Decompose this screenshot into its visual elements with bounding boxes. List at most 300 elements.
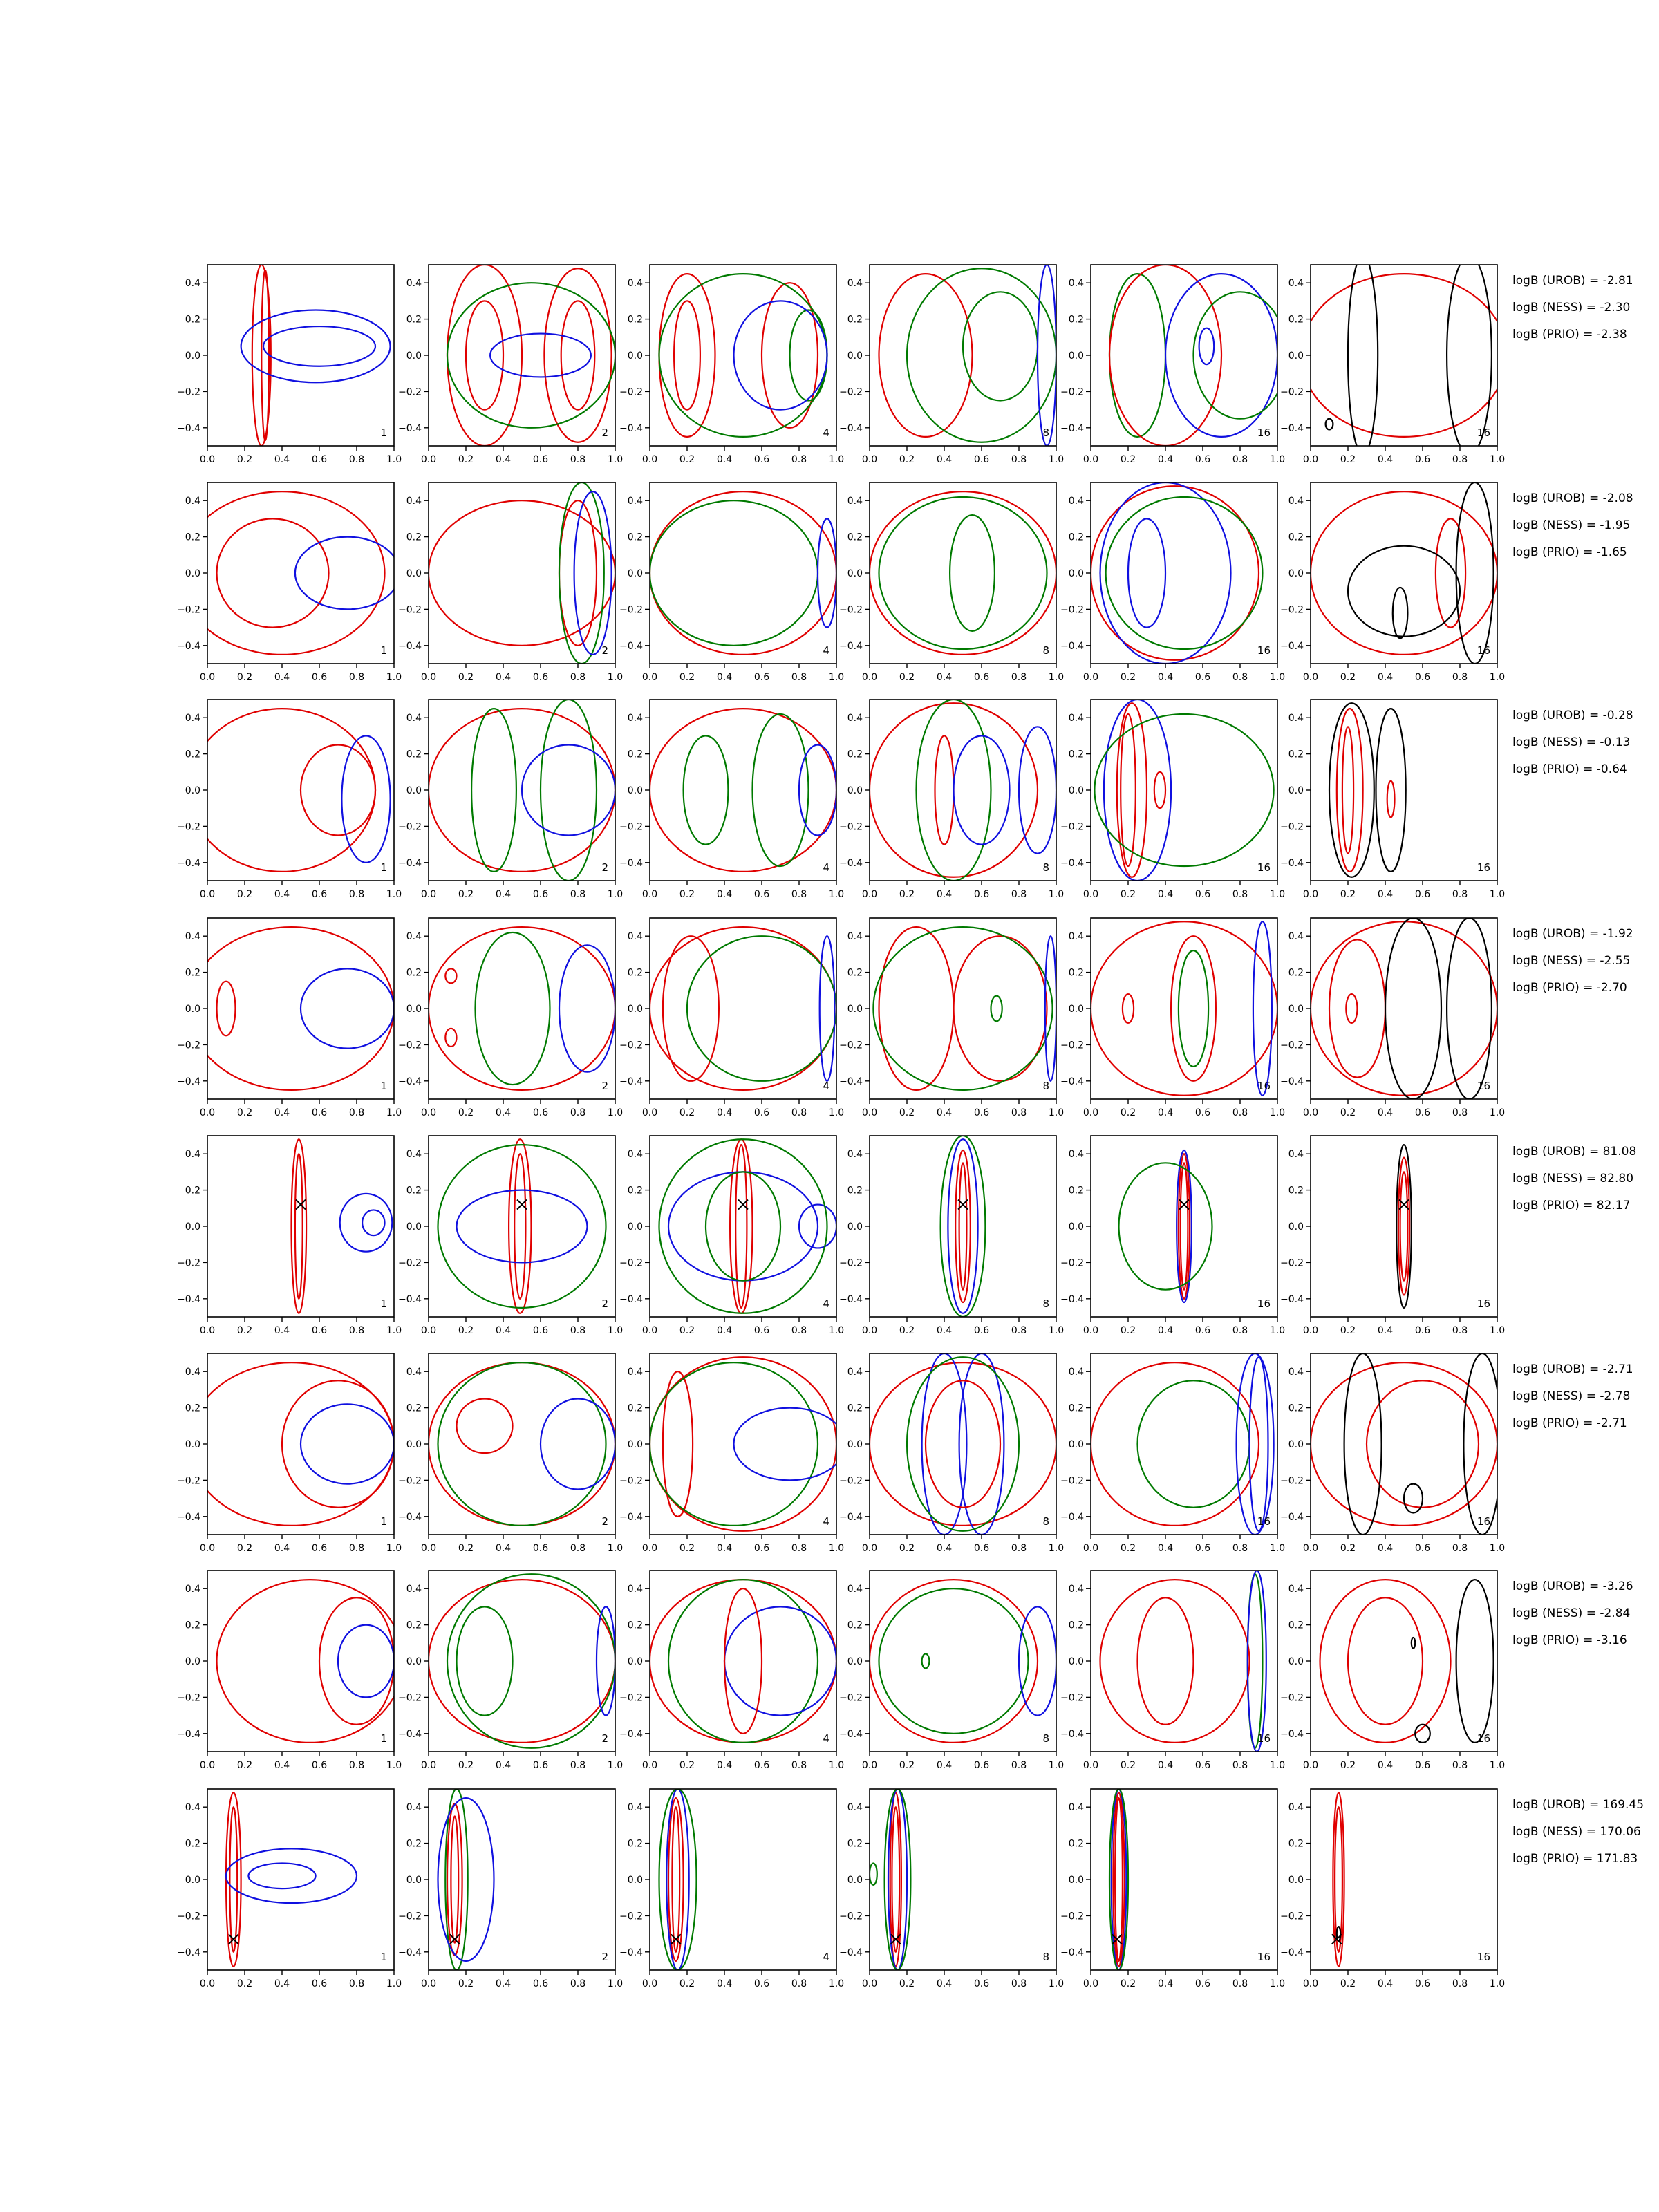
panel-r4-c1 (177, 918, 402, 1118)
y-tick-label: −0.2 (398, 1692, 422, 1704)
y-tick-label: −0.2 (619, 1040, 643, 1051)
x-tick-label: 0.4 (495, 1543, 512, 1554)
contour-group (870, 1580, 1056, 1743)
red-contour (180, 491, 385, 655)
y-tick-label: −0.2 (619, 1475, 643, 1487)
panel-count-label: 4 (823, 427, 830, 439)
axes-frame (1311, 918, 1497, 1099)
x-tick-label: 0.4 (495, 1978, 512, 1989)
red-contour (429, 1362, 615, 1526)
x-tick-label: 0.6 (1414, 889, 1431, 900)
blue-contour (724, 1606, 836, 1715)
y-tick-label: −0.4 (839, 640, 863, 652)
green-contour (659, 274, 827, 437)
y-tick-label: −0.4 (619, 1511, 643, 1523)
axes-frame (650, 1571, 836, 1752)
x-tick-label: 0.2 (236, 672, 253, 683)
contour-group (873, 927, 1056, 1090)
x-tick-label: 0.8 (1232, 1978, 1248, 1989)
y-tick-label: 0.4 (1288, 713, 1304, 724)
y-tick-label: 0.4 (847, 713, 863, 724)
green-contour (668, 1580, 818, 1743)
axes-frame (650, 482, 836, 664)
y-tick-label: −0.4 (398, 1293, 422, 1305)
contour-group (189, 709, 391, 872)
axes-frame (429, 1789, 615, 1970)
panel-r1-c3 (619, 265, 844, 465)
y-tick-label: −0.4 (839, 1293, 863, 1305)
y-tick-label: 0.0 (847, 1004, 863, 1015)
x-tick-label: 1.0 (607, 1107, 624, 1118)
x-tick-label: 0.2 (236, 889, 253, 900)
y-tick-label: 0.0 (406, 350, 422, 362)
y-tick-label: 0.4 (627, 1802, 643, 1814)
panel-count-label: 8 (1042, 1951, 1049, 1963)
panel-r5-c6 (1280, 1136, 1505, 1336)
x-tick-label: 0.6 (1194, 1325, 1211, 1336)
y-tick-label: −0.4 (1280, 1947, 1304, 1958)
x-tick-label: 0.8 (348, 454, 365, 465)
panel-count-label: 1 (380, 1080, 387, 1092)
panel-count-label: 4 (823, 1297, 830, 1310)
x-tick-label: 0.6 (532, 1107, 549, 1118)
black-contour (1404, 1484, 1423, 1513)
panel-r7-c3 (619, 1571, 844, 1771)
panel-count-label: 16 (1257, 1515, 1271, 1528)
y-tick-label: 0.2 (847, 1620, 863, 1631)
y-tick-label: 0.0 (627, 568, 643, 579)
x-tick-label: 0.6 (1414, 454, 1431, 465)
y-tick-label: −0.2 (1280, 1911, 1304, 1922)
y-tick-label: 0.4 (847, 1802, 863, 1814)
y-tick-label: 0.4 (406, 278, 422, 290)
red-contour (1138, 1597, 1194, 1724)
panel-r1-c2 (398, 265, 623, 465)
y-tick-label: −0.2 (1060, 821, 1084, 833)
axes-frame (1091, 700, 1277, 881)
x-tick-label: 0.6 (311, 1760, 328, 1771)
blue-contour (597, 1606, 615, 1715)
y-tick-label: 0.2 (1288, 1403, 1304, 1414)
logB-annotation: logB (PRIO) = -3.16 (1512, 1633, 1627, 1647)
y-tick-label: 0.4 (627, 713, 643, 724)
y-tick-label: −0.4 (1280, 1076, 1304, 1087)
x-tick-label: 0.8 (791, 1978, 807, 1989)
x-tick-label: 0.8 (570, 1543, 586, 1554)
axes-frame (1091, 1789, 1277, 1970)
contour-group (1329, 703, 1406, 877)
y-tick-label: −0.4 (1060, 422, 1084, 434)
y-tick-label: 0.0 (185, 1004, 200, 1015)
y-tick-label: 0.2 (847, 1185, 863, 1197)
y-tick-label: 0.4 (1288, 1802, 1304, 1814)
contour-group (650, 1357, 846, 1531)
panel-r3-c3 (619, 700, 844, 900)
x-tick-label: 0.2 (1340, 1325, 1356, 1336)
x-tick-label: 0.2 (458, 1107, 474, 1118)
black-contour (1376, 709, 1406, 872)
y-tick-label: 0.2 (1068, 1838, 1084, 1850)
panel-count-label: 8 (1042, 1297, 1049, 1310)
red-contour (879, 927, 954, 1090)
axes-frame (1311, 700, 1497, 881)
y-tick-label: 0.4 (185, 931, 200, 943)
x-tick-label: 0.2 (1120, 672, 1136, 683)
panel-r8-c3 (619, 1789, 844, 1989)
x-tick-label: 0.0 (1082, 1107, 1099, 1118)
panel-r7-c4 (839, 1571, 1064, 1771)
red-contour (217, 1580, 404, 1743)
red-contour (1100, 1580, 1250, 1743)
y-tick-label: 0.2 (847, 532, 863, 543)
x-tick-label: 0.4 (936, 1107, 953, 1118)
red-contour (1091, 921, 1277, 1096)
panel-count-label: 16 (1477, 1080, 1490, 1092)
y-tick-label: 0.2 (185, 749, 200, 760)
y-tick-label: 0.4 (1288, 1367, 1304, 1378)
x-tick-label: 0.4 (716, 1978, 733, 1989)
y-tick-label: 0.4 (627, 278, 643, 290)
x-tick-label: 0.0 (1082, 672, 1099, 683)
x-tick-label: 0.8 (791, 1543, 807, 1554)
y-tick-label: −0.2 (839, 604, 863, 616)
green-contour (1109, 274, 1165, 437)
axes-frame (207, 482, 394, 664)
x-tick-label: 0.6 (1414, 1760, 1431, 1771)
logB-annotation: logB (NESS) = -2.84 (1512, 1606, 1631, 1620)
y-tick-label: 0.0 (1288, 785, 1304, 796)
red-contour (650, 491, 836, 655)
y-tick-label: 0.4 (406, 1584, 422, 1595)
y-tick-label: −0.4 (177, 640, 200, 652)
contour-group (1091, 1353, 1274, 1535)
logB-annotation: logB (UROB) = 169.45 (1512, 1798, 1644, 1812)
y-tick-label: 0.4 (1288, 1149, 1304, 1161)
x-tick-label: 0.6 (973, 672, 990, 683)
y-tick-label: −0.4 (1280, 857, 1304, 869)
x-tick-label: 0.8 (1232, 889, 1248, 900)
contour-group (1311, 482, 1497, 664)
x-tick-label: 0.0 (1302, 1325, 1319, 1336)
y-tick-label: 0.4 (185, 278, 200, 290)
y-tick-label: −0.2 (839, 1692, 863, 1704)
logB-annotation: logB (PRIO) = 82.17 (1512, 1199, 1631, 1212)
contour-group (659, 1789, 697, 1970)
y-tick-label: 0.0 (1288, 568, 1304, 579)
x-tick-label: 0.4 (716, 1325, 733, 1336)
contour-group (650, 1580, 836, 1743)
axes-frame (207, 265, 394, 446)
red-contour (445, 1029, 456, 1047)
panel-count-label: 16 (1257, 1732, 1271, 1745)
x-tick-label: 0.2 (1120, 1325, 1136, 1336)
blue-contour (820, 936, 835, 1081)
y-tick-label: 0.0 (1068, 1656, 1084, 1667)
y-tick-label: 0.2 (185, 1838, 200, 1850)
y-tick-label: 0.2 (1068, 1185, 1084, 1197)
panel-r6-c5 (1060, 1353, 1285, 1554)
x-tick-label: 0.4 (936, 454, 953, 465)
panel-count-label: 16 (1477, 861, 1490, 874)
panel-count-label: 16 (1477, 427, 1490, 439)
red-contour (724, 1588, 762, 1734)
x-tick-label: 0.2 (1120, 889, 1136, 900)
x-tick-label: 0.6 (973, 1543, 990, 1554)
y-tick-label: 0.4 (185, 1367, 200, 1378)
y-tick-label: −0.2 (619, 1257, 643, 1269)
logB-annotation: logB (PRIO) = -0.64 (1512, 762, 1627, 776)
red-contour (319, 1597, 394, 1724)
contour-group (1396, 1145, 1412, 1308)
logB-annotation: logB (UROB) = 81.08 (1512, 1145, 1637, 1159)
contour-group (941, 1136, 986, 1317)
panel-r8-c1 (177, 1789, 402, 1989)
x-tick-label: 0.8 (348, 1325, 365, 1336)
x-tick-label: 0.6 (973, 889, 990, 900)
y-tick-label: 0.4 (627, 931, 643, 943)
panel-count-label: 16 (1257, 427, 1271, 439)
x-tick-label: 0.8 (348, 1760, 365, 1771)
panel-r5-c4 (839, 1136, 1064, 1336)
y-tick-label: −0.4 (398, 1076, 422, 1087)
contour-group (438, 1789, 494, 1970)
y-tick-label: −0.4 (1280, 1293, 1304, 1305)
red-contour (1154, 772, 1165, 808)
x-tick-label: 1.0 (607, 889, 624, 900)
logB-annotation: logB (UROB) = -0.28 (1512, 709, 1633, 722)
panel-r1-c6 (1280, 256, 1507, 465)
axes-frame (1311, 1789, 1497, 1970)
contour-group (429, 1362, 615, 1526)
y-tick-label: 0.0 (1288, 1004, 1304, 1015)
y-tick-label: −0.4 (1060, 1947, 1084, 1958)
x-tick-label: 0.4 (1377, 672, 1394, 683)
axes-frame (870, 482, 1056, 664)
x-tick-label: 0.6 (973, 1325, 990, 1336)
y-tick-label: −0.4 (1060, 1293, 1084, 1305)
x-tick-label: 0.2 (1340, 889, 1356, 900)
y-tick-label: −0.2 (1060, 1475, 1084, 1487)
y-tick-label: 0.0 (1288, 1439, 1304, 1450)
x-tick-label: 0.6 (1194, 1760, 1211, 1771)
x-tick-label: 0.6 (1194, 672, 1211, 683)
y-tick-label: −0.2 (1280, 604, 1304, 616)
x-tick-label: 0.4 (274, 1325, 290, 1336)
x-tick-label: 0.8 (791, 889, 807, 900)
x-tick-label: 0.2 (899, 1107, 915, 1118)
x-tick-label: 0.2 (679, 672, 695, 683)
truth-marker (671, 1934, 681, 1944)
green-contour (1119, 1163, 1212, 1289)
x-tick-label: 0.0 (199, 1978, 216, 1989)
y-tick-label: −0.2 (619, 1692, 643, 1704)
panel-count-label: 1 (380, 1951, 387, 1963)
red-contour (301, 745, 375, 836)
x-tick-label: 1.0 (1489, 1325, 1506, 1336)
panel-r5-c2 (398, 1136, 623, 1336)
green-contour (471, 709, 516, 872)
y-tick-label: −0.2 (1280, 821, 1304, 833)
y-tick-label: 0.2 (406, 1185, 422, 1197)
x-tick-label: 0.0 (641, 889, 658, 900)
green-contour (476, 932, 550, 1085)
x-tick-label: 0.8 (570, 889, 586, 900)
green-contour (706, 1172, 780, 1280)
x-tick-label: 0.8 (1011, 1107, 1027, 1118)
x-tick-label: 0.0 (420, 1978, 437, 1989)
x-tick-label: 0.0 (1082, 889, 1099, 900)
x-tick-label: 1.0 (1048, 1107, 1065, 1118)
green-contour (991, 996, 1002, 1022)
logB-annotation: logB (NESS) = -2.78 (1512, 1389, 1631, 1403)
x-tick-label: 0.2 (458, 889, 474, 900)
x-tick-label: 0.4 (495, 454, 512, 465)
red-contour (663, 936, 719, 1081)
y-tick-label: 0.2 (185, 1403, 200, 1414)
x-tick-label: 1.0 (828, 1107, 845, 1118)
x-tick-label: 0.6 (753, 672, 770, 683)
panel-r7-c6 (1280, 1571, 1505, 1771)
red-contour (217, 518, 329, 627)
x-tick-label: 0.2 (899, 1325, 915, 1336)
panel-count-label: 1 (380, 1297, 387, 1310)
y-tick-label: 0.0 (406, 1656, 422, 1667)
x-tick-label: 0.0 (861, 454, 878, 465)
contour-group (1094, 700, 1273, 881)
x-tick-label: 0.2 (458, 672, 474, 683)
x-tick-label: 0.2 (236, 1543, 253, 1554)
y-tick-label: 0.2 (627, 1185, 643, 1197)
y-tick-label: −0.2 (839, 821, 863, 833)
y-tick-label: 0.2 (1068, 532, 1084, 543)
axes-frame (650, 1353, 836, 1535)
black-contour (1348, 256, 1378, 455)
x-tick-label: 0.0 (1302, 889, 1319, 900)
x-tick-label: 0.2 (679, 889, 695, 900)
y-tick-label: −0.4 (839, 1947, 863, 1958)
blue-contour (490, 334, 591, 377)
y-tick-label: −0.4 (1060, 1511, 1084, 1523)
logB-annotation: logB (NESS) = -0.13 (1512, 735, 1631, 749)
y-tick-label: 0.4 (627, 1584, 643, 1595)
panel-r1-c4 (839, 265, 1064, 465)
red-contour (1091, 1362, 1259, 1526)
y-tick-label: 0.4 (1068, 278, 1084, 290)
red-contour (730, 1139, 752, 1313)
x-tick-label: 0.0 (641, 1543, 658, 1554)
contour-group (870, 1789, 910, 1970)
y-tick-label: −0.4 (839, 1728, 863, 1740)
x-tick-label: 0.2 (236, 1325, 253, 1336)
x-tick-label: 0.2 (458, 1325, 474, 1336)
green-contour (879, 1588, 1029, 1734)
x-tick-label: 0.0 (861, 1107, 878, 1118)
black-contour (1447, 918, 1492, 1099)
red-contour (1335, 1807, 1342, 1952)
y-tick-label: −0.2 (1060, 604, 1084, 616)
y-tick-label: −0.4 (1060, 1728, 1084, 1740)
x-tick-label: 0.4 (274, 1978, 290, 1989)
x-tick-label: 0.0 (199, 672, 216, 683)
red-contour (429, 927, 615, 1090)
x-tick-label: 1.0 (607, 672, 624, 683)
logB-annotation: logB (NESS) = -1.95 (1512, 518, 1631, 532)
x-tick-label: 0.4 (495, 1325, 512, 1336)
blue-contour (457, 1190, 588, 1263)
y-tick-label: −0.2 (839, 1257, 863, 1269)
x-tick-label: 0.4 (1377, 1543, 1394, 1554)
x-tick-label: 0.6 (532, 672, 549, 683)
blue-contour (818, 518, 836, 627)
y-tick-label: −0.4 (398, 1511, 422, 1523)
y-tick-label: −0.2 (398, 604, 422, 616)
y-tick-label: 0.0 (406, 785, 422, 796)
green-contour (687, 936, 836, 1081)
x-tick-label: 1.0 (1489, 1760, 1506, 1771)
x-tick-label: 0.8 (1452, 1760, 1468, 1771)
blue-contour (263, 326, 375, 366)
x-tick-label: 0.6 (1194, 1978, 1211, 1989)
red-contour (447, 1803, 462, 1956)
contour-group (189, 1362, 394, 1526)
y-tick-label: 0.2 (406, 314, 422, 326)
y-tick-label: −0.2 (619, 386, 643, 398)
x-tick-label: 0.0 (641, 1107, 658, 1118)
x-tick-label: 0.2 (458, 1978, 474, 1989)
y-tick-label: 0.0 (185, 568, 200, 579)
contour-group (870, 700, 1056, 881)
contour-group (241, 265, 391, 446)
x-tick-label: 0.8 (1452, 1978, 1468, 1989)
y-tick-label: 0.4 (185, 713, 200, 724)
x-tick-label: 0.0 (1302, 1978, 1319, 1989)
red-contour (429, 500, 615, 646)
black-contour (1456, 482, 1494, 664)
x-tick-label: 0.8 (1011, 889, 1027, 900)
x-tick-label: 0.0 (420, 1543, 437, 1554)
contour-group (870, 491, 1056, 655)
x-tick-label: 1.0 (386, 1543, 402, 1554)
y-tick-label: −0.2 (398, 1475, 422, 1487)
x-tick-label: 0.2 (679, 1325, 695, 1336)
contour-group (429, 927, 615, 1090)
red-contour (509, 1139, 531, 1313)
x-tick-label: 0.4 (936, 1325, 953, 1336)
y-tick-label: −0.4 (839, 422, 863, 434)
contour-group (659, 274, 827, 437)
x-tick-label: 0.4 (495, 672, 512, 683)
contour-group (1091, 482, 1262, 664)
panel-count-label: 8 (1042, 1515, 1049, 1528)
blue-contour (734, 301, 827, 409)
x-tick-label: 0.8 (348, 1107, 365, 1118)
green-contour (438, 1145, 606, 1308)
panel-count-label: 8 (1042, 644, 1049, 657)
blue-contour (559, 945, 615, 1071)
green-contour (650, 500, 818, 646)
x-tick-label: 0.8 (1011, 1978, 1027, 1989)
green-contour (659, 1139, 827, 1313)
y-tick-label: 0.4 (406, 931, 422, 943)
x-tick-label: 0.0 (861, 889, 878, 900)
x-tick-label: 1.0 (1489, 1543, 1506, 1554)
contour-group (1302, 256, 1507, 455)
y-tick-label: 0.2 (406, 967, 422, 979)
x-tick-label: 0.8 (1232, 454, 1248, 465)
x-tick-label: 0.8 (791, 1325, 807, 1336)
y-tick-label: −0.2 (839, 386, 863, 398)
x-tick-label: 0.6 (311, 1978, 328, 1989)
